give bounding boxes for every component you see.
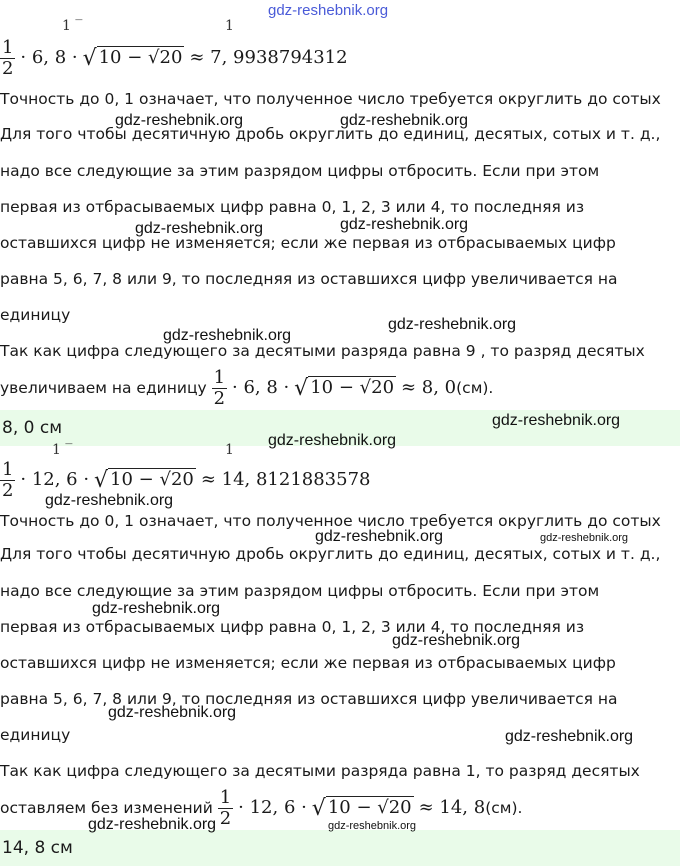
answer-box: 14, 8 см [0, 830, 680, 866]
paragraph-line: Так как цифра следующего за десятыми разряда равна 1, то разряд десятых [0, 762, 640, 780]
watermark: gdz-reshebnik.org [340, 112, 469, 129]
watermark: gdz-reshebnik.org [88, 816, 217, 833]
watermark: gdz-reshebnik.org [115, 112, 244, 129]
watermark: gdz-reshebnik.org [392, 632, 521, 649]
paragraph-line: единицу [0, 726, 71, 744]
cropped-formula-fragment: 1 ‾ [52, 442, 73, 458]
fraction: $\frac{1}{2}$ [219, 787, 232, 829]
paragraph-line: Точность до 0, 1 означает, что полученное число требуется округлить до сотых [0, 512, 661, 530]
result-line: оставляем без изменений $\frac{1}{2}$ · 12, 6 · √ 10 − √20 ≈ 14, 8(см). [0, 787, 523, 829]
watermark: gdz-reshebnik.org [163, 327, 292, 344]
watermark: gdz-reshebnik.org [315, 528, 444, 545]
fraction: $\frac{1}{2}$ [213, 367, 226, 409]
sqrt-expression: √ 10 − √20 [94, 468, 194, 493]
watermark: gdz-reshebnik.org [92, 600, 221, 617]
paragraph-line: равна 5, 6, 7, 8 или 9, то последняя из оставшихся цифр увеличивается на [0, 270, 618, 288]
watermark: gdz-reshebnik.org [135, 220, 264, 237]
watermark: gdz-reshebnik.org [328, 820, 417, 832]
approx-value: ≈ 14, 8121883578 [200, 469, 371, 490]
cropped-formula-fragment: 1 [225, 18, 234, 34]
watermark: gdz-reshebnik.org [268, 2, 389, 19]
paragraph-line: первая из отбрасываемых цифр равна 0, 1, 2, 3 или 4, то последняя из [0, 198, 585, 216]
watermark: gdz-reshebnik.org [45, 492, 174, 509]
watermark: gdz-reshebnik.org [340, 216, 469, 233]
watermark: gdz-reshebnik.org [268, 432, 397, 449]
watermark: gdz-reshebnik.org [388, 316, 517, 333]
watermark: gdz-reshebnik.org [492, 412, 621, 429]
expr-mid: · 6, 8 · [20, 47, 78, 68]
watermark: gdz-reshebnik.org [108, 704, 237, 721]
watermark: gdz-reshebnik.org [505, 728, 634, 745]
paragraph-line: оставшихся цифр не изменяется; если же первая из отбрасываемых цифр [0, 654, 616, 672]
fraction: $\frac{1}{2}$ [2, 37, 14, 79]
fraction: $\frac{1}{2}$ [2, 459, 14, 501]
paragraph-line: надо все следующие за этим разрядом цифры отбросить. Если при этом [0, 162, 600, 180]
sqrt-expression: √ 10 − √20 [82, 46, 183, 71]
cropped-formula-fragment: 1 ‾ [62, 18, 83, 34]
watermark: gdz-reshebnik.org [540, 532, 629, 544]
paragraph-line: Точность до 0, 1 означает, что полученное число требуется округлить до сотых [0, 90, 661, 108]
answer-box: 8, 0 см [0, 410, 680, 446]
result-line: увеличиваем на единицу $\frac{1}{2}$ · 6, 8 · √ 10 − √20 ≈ 8, 0(см). [0, 367, 494, 409]
paragraph-line: Для того чтобы десятичную дробь округлить до единиц, десятых, сотых и т. д., [0, 545, 661, 563]
paragraph-line: первая из отбрасываемых цифр равна 0, 1, 2, 3 или 4, то последняя из [0, 618, 585, 636]
paragraph-line: Так как цифра следующего за десятыми разряда равна 9 , то разряд десятых [0, 342, 645, 360]
cropped-formula-fragment: 1 [225, 442, 234, 458]
paragraph-line: единицу [0, 306, 71, 324]
paragraph-line: оставшихся цифр не изменяется; если же первая из отбрасываемых цифр [0, 234, 616, 252]
sqrt-expression: √ 10 − √20 [311, 796, 412, 821]
sqrt-expression: √ 10 − √20 [294, 376, 395, 401]
formula-line [0, 38, 348, 79]
approx-value: ≈ 7, 9938794312 [189, 47, 348, 68]
paragraph-line: надо все следующие за этим разрядом цифры отбросить. Если при этом [0, 582, 600, 600]
expr-mid: · 12, 6 · [20, 469, 90, 490]
paragraph-line: равна 5, 6, 7, 8 или 9, то последняя из оставшихся цифр увеличивается на [0, 690, 618, 708]
paragraph-line: Для того чтобы десятичную дробь округлить до единиц, десятых, сотых и т. д., [0, 125, 661, 143]
